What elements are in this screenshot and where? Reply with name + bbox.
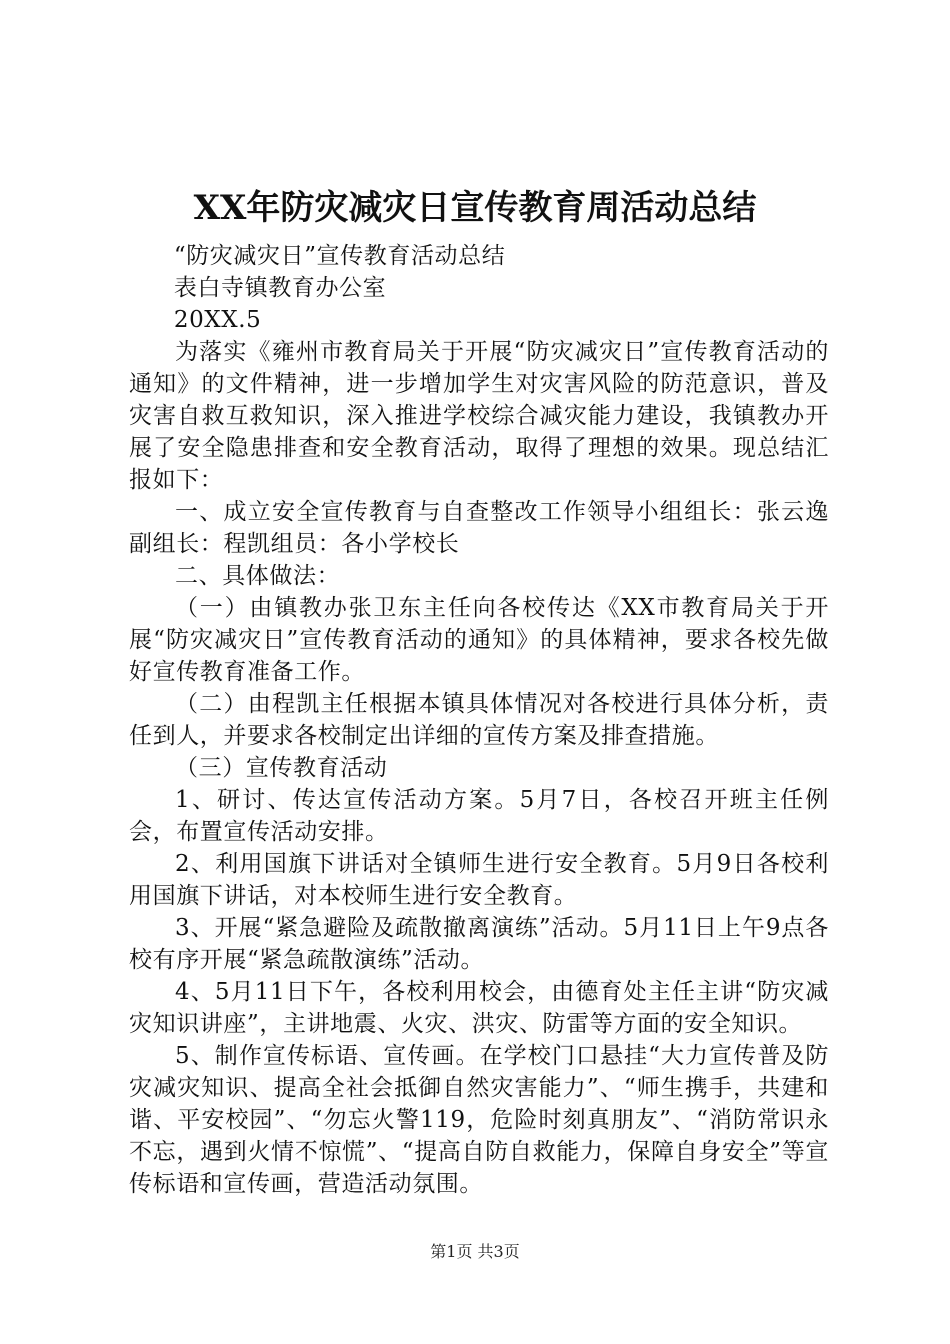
body-paragraph: （一）由镇教办张卫东主任向各校传达《XX市教育局关于开展“防灾减灾日”宣传教育活动的通知》的具体精神，要求各校先做好宣传教育准备工作。 <box>129 595 829 685</box>
document-title: XX年防灾减灾日宣传教育周活动总结 <box>193 188 757 228</box>
body-paragraph: （二）由程凯主任根据本镇具体情况对各校进行具体分析，责任到人，并要求各校制定出详细的宣传方案及排查措施。 <box>129 691 829 749</box>
body-paragraph: 3、开展“紧急避险及疏散撤离演练”活动。5月11日上午9点各校有序开展“紧急疏散演练”活动。 <box>129 915 829 973</box>
body-paragraph: 一、成立安全宣传教育与自查整改工作领导小组组长：张云逸副组长：程凯组员：各小学校长 <box>129 499 829 557</box>
body-paragraph: 4、5月11日下午，各校利用校会，由德育处主任主讲“防灾减灾知识讲座”，主讲地震、火灾、洪灾、防雷等方面的安全知识。 <box>129 979 829 1037</box>
subtitle-line: “防灾减灾日”宣传教育活动总结 <box>173 243 506 269</box>
document-body <box>129 240 829 1200</box>
date-line: 20XX.5 <box>173 307 262 333</box>
author-line: 表白寺镇教育办公室 <box>173 275 387 301</box>
body-paragraph: 为落实《雍州市教育局关于开展“防灾减灾日”宣传教育活动的通知》的文件精神，进一步增加学生对灾害风险的防范意识，普及灾害自救互救知识，深入推进学校综合减灾能力建设，我镇教办开展了安全隐患排查和安全教育活动，取得了理想的效果。现总结汇报如下： <box>129 339 829 493</box>
body-paragraph: 1、研讨、传达宣传活动方案。5月7日，各校召开班主任例会，布置宣传活动安排。 <box>129 787 829 845</box>
body-paragraph: 5、制作宣传标语、宣传画。在学校门口悬挂“大力宣传普及防灾减灾知识、提高全社会抵御自然灾害能力”、“师生携手，共建和谐、平安校园”、“勿忘火警119，危险时刻真朋友”、“消防常识永不忘，遇到火情不惊慌”、“提高自防自救能力，保障自身安全”等宣传标语和宣传画，营造活动氛围。 <box>129 1043 829 1197</box>
section-heading: 二、具体做法： <box>175 563 341 589</box>
section-heading: （三）宣传教育活动 <box>175 755 388 781</box>
body-paragraph: 2、利用国旗下讲话对全镇师生进行安全教育。5月9日各校利用国旗下讲话，对本校师生进行安全教育。 <box>129 851 829 909</box>
page-number: 第1页 共3页 <box>430 1242 520 1261</box>
